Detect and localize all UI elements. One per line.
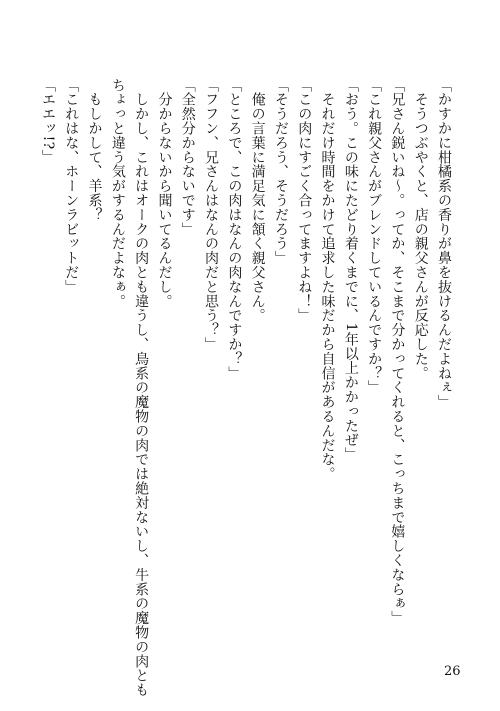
text-line: 「フフン、兄さんはなんの肉だと思う？」 <box>203 78 220 352</box>
text-line: 「全然分からないです」 <box>179 78 196 237</box>
text-line: 「ところで、この肉はなんの肉なんですか？」 <box>226 78 243 381</box>
text-line: もしかして、羊系？ <box>86 78 103 222</box>
text-line: しかし、これはオークの肉とも違うし、鳥系の魔物の肉では絶対ないし、牛系の魔物の肉とも <box>133 78 150 698</box>
text-line: そうつぶやくと、店の親父さんが反応した。 <box>412 78 429 381</box>
text-line: 「エエッ!?」 <box>39 78 56 164</box>
text-line: 「これ親父さんがブレンドしているんですか？」 <box>366 78 383 395</box>
text-line: それだけ時間をかけて追求した味だから自信があるんだな。 <box>319 78 336 482</box>
page-number: 26 <box>444 664 461 679</box>
text-line: 「そうだろう、そうだろう」 <box>272 78 289 266</box>
text-line: 「おう。この味にたどり着くまでに、1年以上かかったぜ」 <box>342 78 359 462</box>
text-line: 「これはな、ホーンラビットだ」 <box>63 78 80 294</box>
text-line: 分からないから聞いてるんだし。 <box>156 78 173 309</box>
text-line: ちょっと違う気がするんだよなぁ。 <box>109 78 126 309</box>
text-line: 「この肉にすごく合ってますよね！」 <box>296 78 313 323</box>
text-line: 俺の言葉に満足気に頷く親父さん。 <box>249 78 266 323</box>
text-line: 「兄さん鋭いね～。ってか、そこまで分かってくれると、こっちまで嬉しくならぁ」 <box>389 78 406 626</box>
text-line: 「かすかに柑橘系の香りが鼻を抜けるんだよねぇ」 <box>436 78 452 410</box>
